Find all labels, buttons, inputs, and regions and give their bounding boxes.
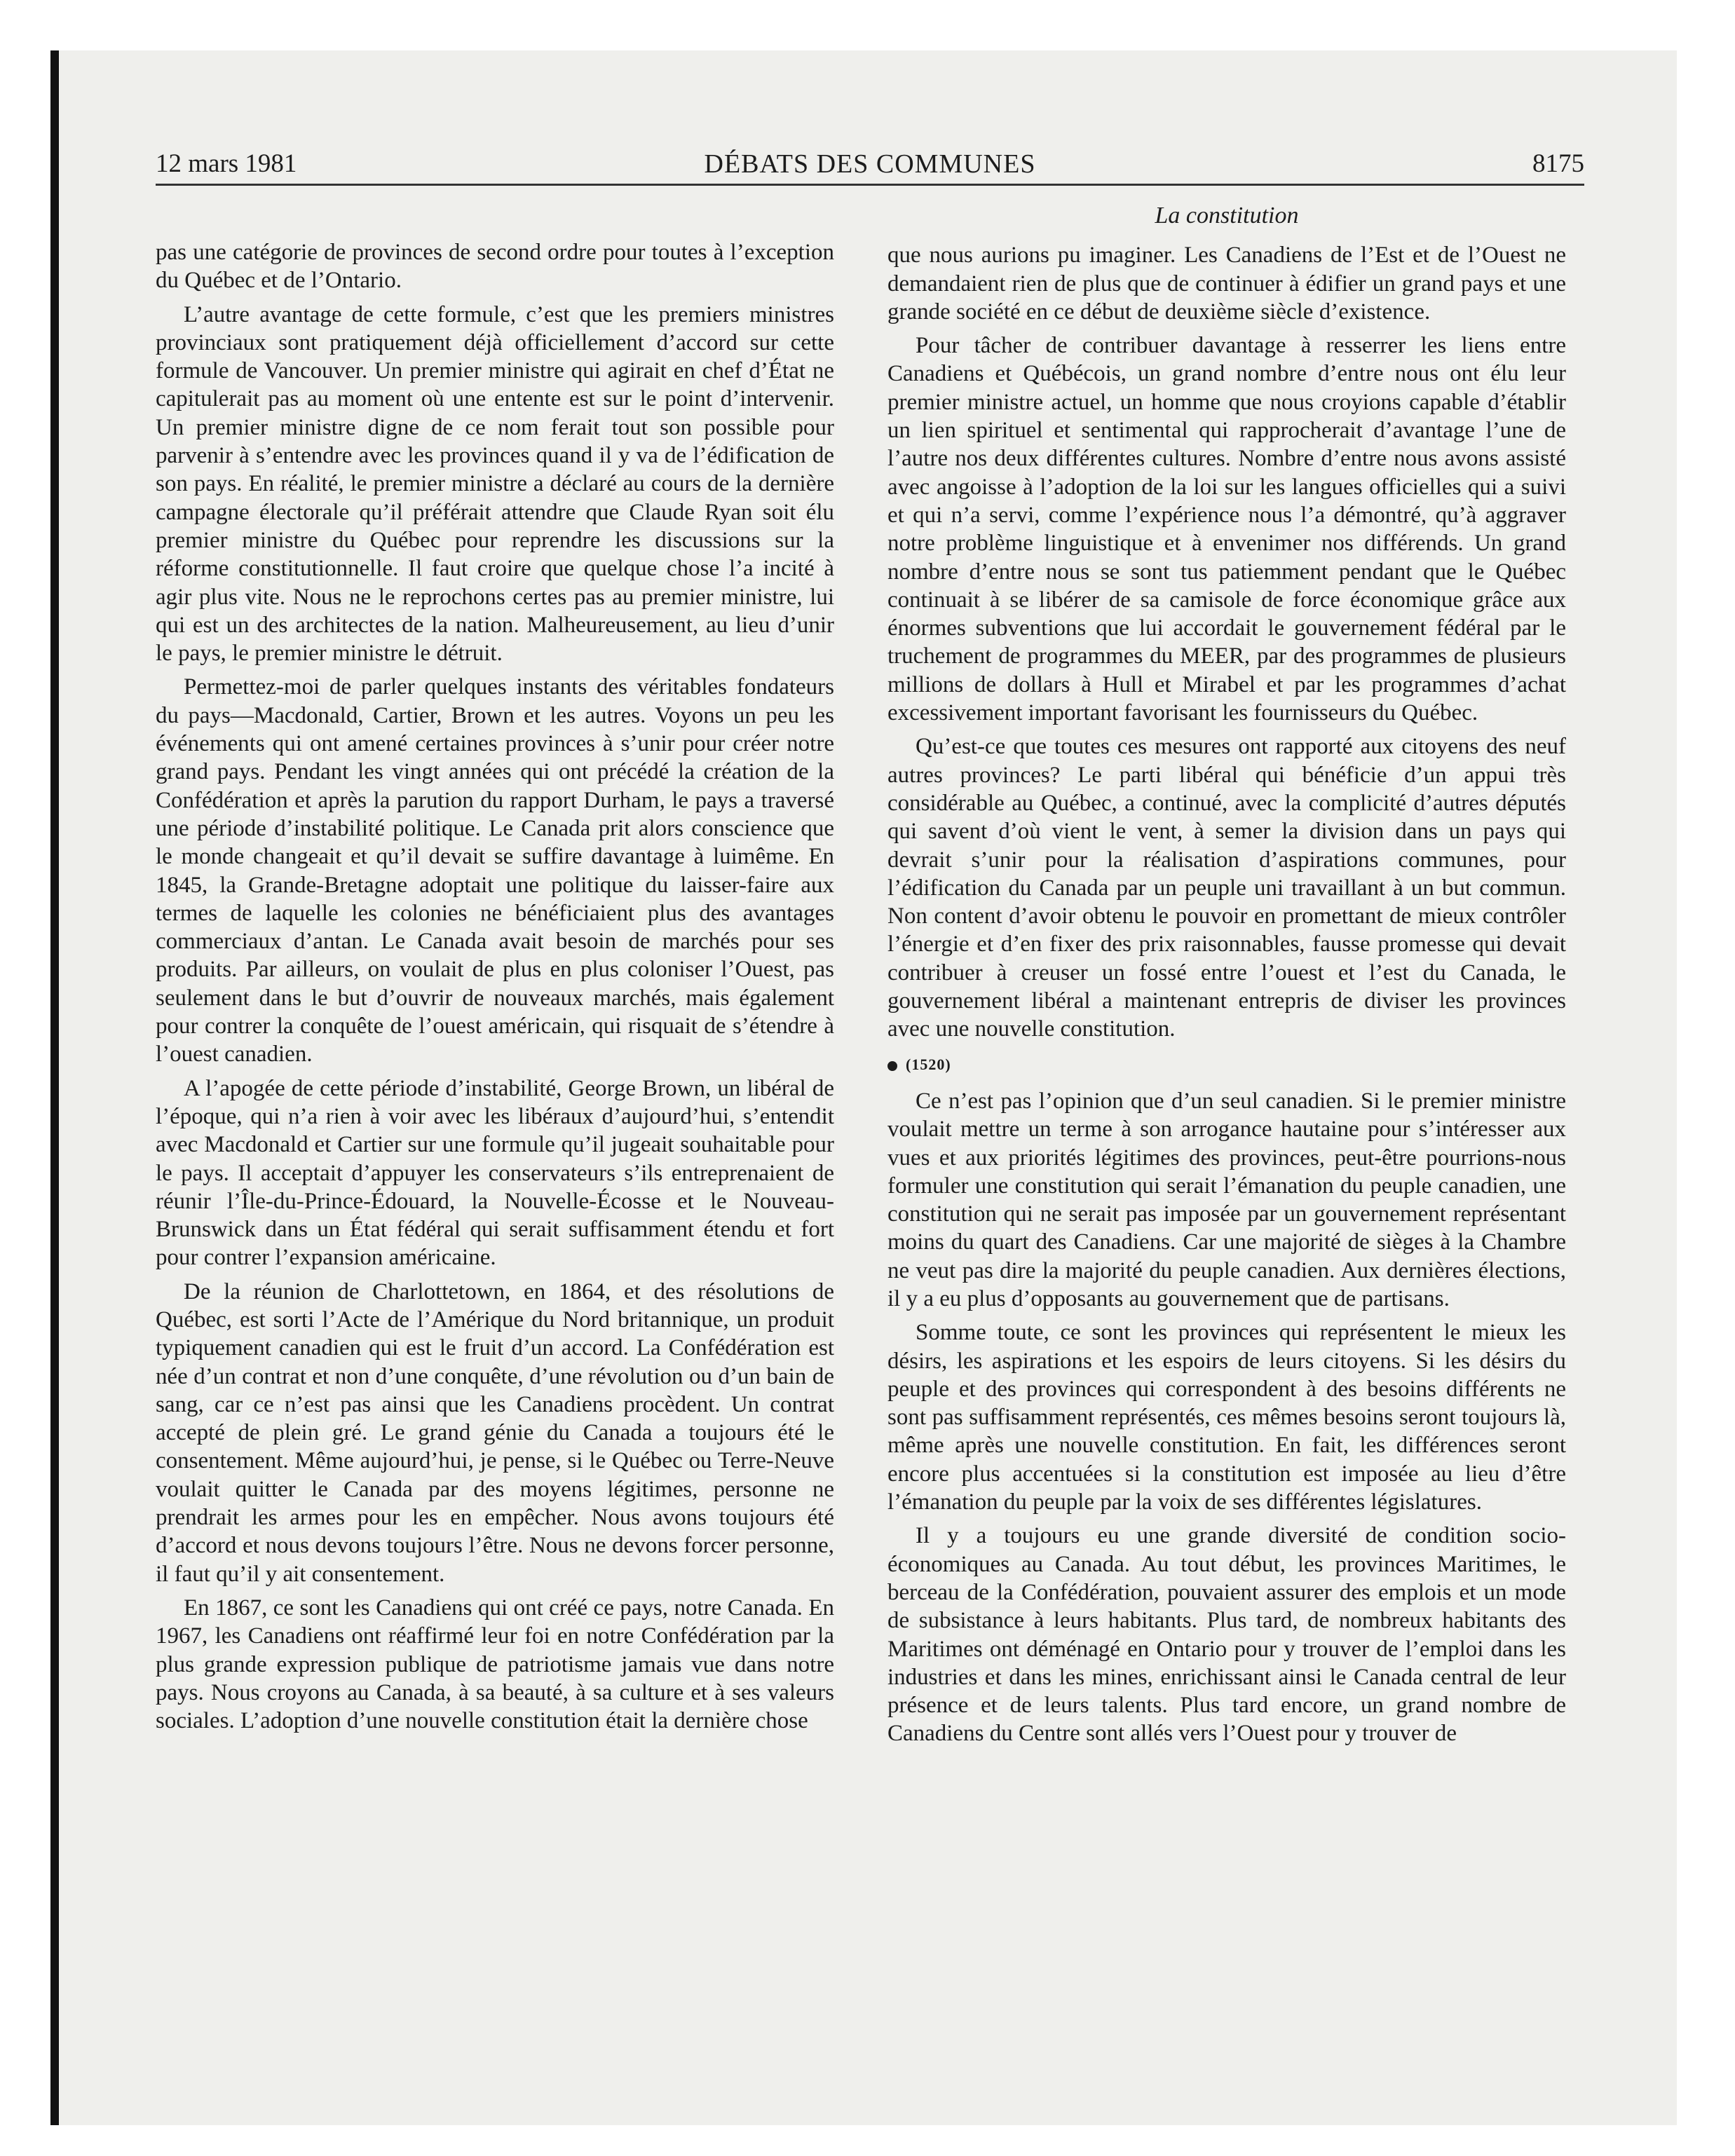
left-column <box>156 238 834 1740</box>
right-paragraph: Pour tâcher de contribuer davantage à resserrer les liens entre Canadiens et Québécois, un grand nombre d’entre nous ont élu leur premier ministre actuel, un homme que nous croyions capable d’établir un lien spirituel et sentimental qui rapprocherait d’avantage l’une de l’autre nos deux différentes cultures. Nombre d’entre nous avons assisté avec angoisse à l’adoption de la loi sur les langues officielles qui a suivi et qui n’a servi, comme l’expérience nous l’a démontré, qu’à aggraver notre problème linguistique et à envenimer nos différends. Un grand nombre d’entre nous se sont tus patiemment pendant que le Québec continuait à se libérer de sa camisole de force économique grâce aux énormes subventions que lui accordait le gouvernement fédéral par le truchement de programmes du MEER, par des programmes de plusieurs millions de dollars à Hull et Mirabel et par les programmes d’achat excessivement important favorisant les fournisseurs du Québec. <box>887 333 1566 726</box>
header-rule <box>156 184 1584 186</box>
left-paragraph: En 1867, ce sont les Canadiens qui ont créé ce pays, notre Canada. En 1967, les Canadiens ont réaffirmé leur foi en notre Confédération par la plus grande expression publique de patriotisme jamais vue dans notre pays. Nous croyons au Canada, à sa beauté, à sa culture et à ses valeurs sociales. L’adoption d’une nouvelle constitution était la dernière chose <box>156 1595 834 1734</box>
time-marker-label: (1520) <box>906 1055 951 1073</box>
header-title: DÉBATS DES COMMUNES <box>704 149 1036 179</box>
scan-binding-edge <box>50 50 59 2125</box>
right-paragraph: Ce n’est pas l’opinion que d’un seul canadien. Si le premier ministre voulait mettre un terme à son arrogance hautaine pour s’intéresser aux vues et aux priorités légitimes des provinces, peut-être pourrions-nous formuler une constitution qui serait l’émanation du peuple canadien, une constitution qui ne serait pas imposée par un gouvernement représentant moins du quart des Canadiens. Car une majorité de sièges à la Chambre ne veut pas dire la majorité du peuple canadien. Aux dernières élections, il y a eu plus d’opposants au gouvernement que de partisans. <box>887 1088 1566 1311</box>
header-page-number: 8175 <box>1532 149 1584 178</box>
right-column <box>887 202 1566 1754</box>
left-paragraph: De la réunion de Charlottetown, en 1864, et des résolutions de Québec, est sorti l’Acte de l’Amérique du Nord britannique, un produit typiquement canadien qui est le fruit d’un accord. La Confédération est née d’un contrat et non d’une conquête, d’une révolution ou d’un bain de sang, car ce n’est pas ainsi que les Canadiens procèdent. Un contrat accepté de plein gré. Le grand génie du Canada a toujours été le consentement. Même aujourd’hui, je pense, si le Québec ou Terre-Neuve voulait quitter le Canada par des moyens légitimes, personne ne prendrait les armes pour les en empêcher. Nous avons toujours été d’accord et nous devons toujours l’être. Nous ne devons forcer personne, il faut qu’il y ait consentement. <box>156 1278 834 1587</box>
bullet-icon <box>887 1061 897 1071</box>
right-paragraph: Qu’est-ce que toutes ces mesures ont rapporté aux citoyens des neuf autres provinces? Le parti libéral qui bénéficie d’un appui très considérable au Québec, a continué, avec la complicité d’autres députés qui savent d’où vient le vent, à semer la division dans un pays qui devrait s’unir pour la réalisation d’aspirations communes, pour l’édification du Canada par un peuple uni travaillant à un but commun. Non content d’avoir obtenu le pouvoir en promettant de mieux contrôler l’énergie et d’en fixer des prix raisonnables, fausse promesse qui devait contribuer à creuser un fossé entre l’ouest et l’est du Canada, le gouvernement libéral a maintenant entrepris de diviser les provinces avec une nouvelle constitution. <box>887 734 1566 1042</box>
right-paragraph: Somme toute, ce sont les provinces qui représentent le mieux les désirs, les aspirations et les espoirs de leurs citoyens. Si les désirs du peuple et des provinces qui correspondent à des besoins différents ne sont pas suffisamment représentés, ces mêmes besoins seront toujours là, même après une nouvelle constitution. En fait, les différences seront encore plus accentuées si la constitution est imposée au lieu d’être l’émanation du peuple par la voix de ses différentes législatures. <box>887 1320 1566 1515</box>
page-header <box>156 149 1584 185</box>
header-date: 12 mars 1981 <box>156 149 297 178</box>
left-paragraph: A l’apogée de cette période d’instabilité, George Brown, un libéral de l’époque, qui n’a rien à voir avec les libéraux d’aujourd’hui, s’entendit avec Macdonald et Cartier sur une formule qu’il jugeait souhaitable pour le pays. Il acceptait d’appuyer les conservateurs s’ils entreprenaient de réunir l’Île-du-Prince-Édouard, la Nouvelle-Écosse et le Nouveau-Brunswick dans un État fédéral qui serait suffisamment étendu et fort pour contrer l’expansion américaine. <box>156 1075 834 1271</box>
time-marker <box>887 1051 1566 1079</box>
left-paragraph: Permettez-moi de parler quelques instants des véritables fondateurs du pays—Macdonald, Cartier, Brown et les autres. Voyons un peu les événements qui ont amené certaines provinces à s’unir pour créer notre grand pays. Pendant les vingt années qui ont précédé la création de la Confédération et après la parution du rapport Durham, le pays a traversé une période d’instabilité politique. Le Canada prit alors conscience que le monde changeait et qu’il devait se suffire davantage à luimême. En 1845, la Grande-Bretagne adoptait une politique du laisser-faire aux termes de laquelle les colonies ne bénéficiaient plus des avantages commerciaux d’antan. Le Canada avait besoin de marchés pour ses produits. Par ailleurs, on voulait de plus en plus coloniser l’Ouest, pas seulement dans le but d’ouvrir de nouveaux marchés, mais également pour contrer la conquête de l’ouest américain, qui risquait de s’étendre à l’ouest canadien. <box>156 674 834 1067</box>
left-paragraph: pas une catégorie de provinces de second ordre pour toutes à l’exception du Québec et de l’Ontario. <box>156 240 834 294</box>
right-paragraph: que nous aurions pu imaginer. Les Canadiens de l’Est et de l’Ouest ne demandaient rien de plus que de continuer à édifier un grand pays et une grande société en ce début de deuxième siècle d’existence. <box>887 243 1566 325</box>
left-paragraph: L’autre avantage de cette formule, c’est que les premiers ministres provinciaux sont pratiquement déjà officiellement d’accord sur cette formule de Vancouver. Un premier ministre qui agirait en chef d’État ne capitulerait pas au moment où une entente est sur le point d’intervenir. Un premier ministre digne de ce nom ferait tout son possible pour parvenir à s’entendre avec les provinces quand il y va de l’édification de son pays. En réalité, le premier ministre a déclaré au cours de la dernière campagne électorale qu’il préférait attendre que Claude Ryan soit élu premier ministre du Québec pour reprendre les discussions sur la réforme constitutionnelle. Il faut croire que quelque chose l’a incité à agir plus vite. Nous ne le reprochons certes pas au premier ministre, lui qui est un des architectes de la nation. Malheureusement, au lieu d’unir le pays, le premier ministre le détruit. <box>156 301 834 667</box>
section-subtitle: La constitution <box>1155 203 1299 228</box>
right-paragraph: Il y a toujours eu une grande diversité de condition socio-économiques au Canada. Au tout début, les provinces Maritimes, le berceau de la Confédération, pouvaient assurer des emplois et un mode de subsistance à leurs habitants. Plus tard, de nombreux habitants des Maritimes ont déménagé en Ontario pour y trouver de l’emploi dans les industries et dans les mines, enrichissant ainsi le Canada central de leur présence et de leurs talents. Plus tard encore, un grand nombre de Canadiens du Centre sont allés vers l’Ouest pour y trouver de <box>887 1523 1566 1747</box>
